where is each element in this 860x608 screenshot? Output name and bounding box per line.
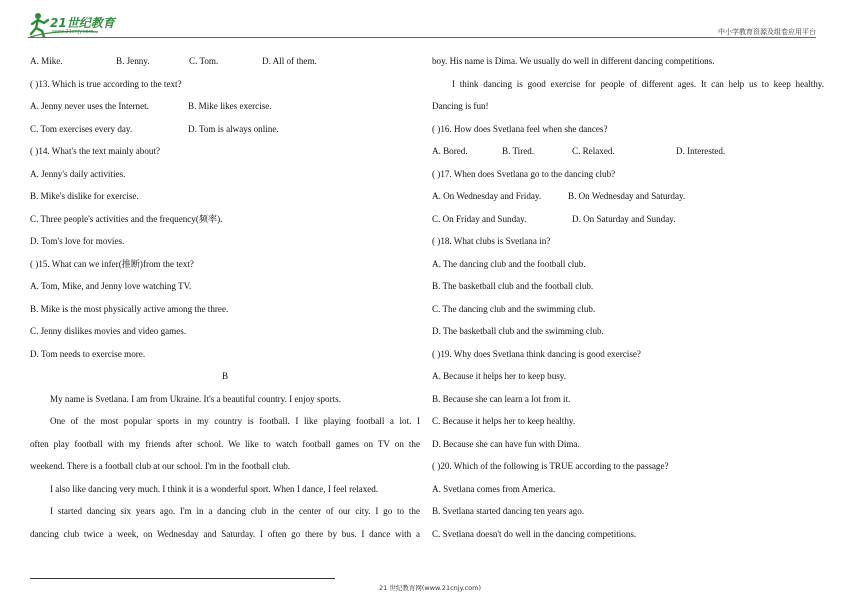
page-header [0, 0, 860, 44]
q15-option-a: A. Tom, Mike, and Jenny love watching TV. [30, 281, 192, 291]
q12-option-c: C. Tom. [189, 56, 219, 66]
q19-question: ( )19. Why does Svetlana think dancing is good exercise? [432, 348, 641, 359]
passage-paragraph-4-line-3: boy. His name is Dima. We usually do well in different dancing competitions. [432, 56, 715, 66]
q17-question: ( )17. When does Svetlana go to the dancing club? [432, 168, 616, 179]
q13-options-cd [30, 118, 420, 141]
q17-options-cd [432, 208, 824, 231]
q20-option-c: C. Svetlana doesn't do well in the dancing competitions. [432, 528, 637, 539]
q13-option-a: A. Jenny never uses the Internet. [30, 101, 149, 111]
logo-text: 21世纪教育 [50, 16, 115, 30]
passage-paragraph-5-line-2: Dancing is fun! [432, 101, 489, 111]
q16-option-d: D. Interested. [676, 146, 726, 156]
q20-option-a: A. Svetlana comes from America. [432, 483, 556, 494]
q16-question: ( )16. How does Svetlana feel when she dances? [432, 123, 608, 134]
q17-option-d: D. On Saturday and Sunday. [572, 213, 676, 224]
q19-option-a: A. Because it helps her to keep busy. [432, 371, 567, 381]
q12-option-b: B. Jenny. [116, 56, 150, 66]
q20-question: ( )20. Which of the following is TRUE according to the passage? [432, 461, 669, 471]
q18-option-c: C. The dancing club and the swimming club. [432, 303, 596, 314]
q13-question: ( )13. Which is true according to the text? [30, 78, 182, 89]
q14-question: ( )14. What's the text mainly about? [30, 146, 161, 156]
q14-option-b: B. Mike's dislike for exercise. [30, 191, 139, 201]
passage-paragraph-4-line-1: I started dancing six years ago. I'm in a dancing club in the center of our city. I go to the [50, 506, 420, 516]
left-column [30, 50, 420, 545]
q15-option-b: B. Mike is the most physically active among the three. [30, 303, 229, 314]
q19-option-b: B. Because she can learn a lot from it. [432, 393, 571, 404]
q16-option-c: C. Relaxed. [572, 146, 615, 156]
q18-question: ( )18. What clubs is Svetlana in? [432, 236, 551, 246]
q18-option-a: A. The dancing club and the football club. [432, 258, 586, 269]
q18-option-b: B. The basketball club and the football club. [432, 281, 594, 291]
q19-option-d: D. Because she can have fun with Dima. [432, 438, 580, 449]
footer-text: 21 世纪教育网(www.21cnjy.com) [379, 584, 481, 592]
q12-options [30, 50, 420, 73]
q13-options-ab [30, 95, 420, 118]
passage-paragraph-2-line-2: often play football with my friends after school. We like to watch football games on TV on the [30, 438, 420, 449]
section-heading-b: B [221, 371, 229, 381]
passage-paragraph-2-line-3: weekend. There is a football club at our school. I'm in the football club. [30, 461, 291, 471]
q12-option-a: A. Mike. [30, 56, 63, 66]
q15-question: ( )15. What can we infer(推断)from the text? [30, 258, 194, 269]
q14-option-d: D. Tom's love for movies. [30, 236, 125, 246]
q19-option-c: C. Because it helps her to keep healthy. [432, 416, 576, 426]
passage-paragraph-5-line-1: I think dancing is good exercise for people of different ages. It can help us to keep healthy. [452, 78, 824, 89]
q17-option-c: C. On Friday and Sunday. [432, 213, 527, 224]
q12-option-d: D. All of them. [262, 56, 317, 66]
q13-option-b: B. Mike likes exercise. [188, 101, 272, 111]
q14-option-c: C. Three people's activities and the frequency(频率). [30, 213, 223, 224]
site-logo [28, 10, 148, 40]
q13-option-d: D. Tom is always online. [188, 123, 279, 134]
q14-option-a: A. Jenny's daily activities. [30, 168, 126, 179]
q15-option-d: D. Tom needs to exercise more. [30, 348, 146, 359]
q20-option-b: B. Svetlana started dancing ten years ago. [432, 506, 585, 516]
q17-option-a: A. On Wednesday and Friday. [432, 191, 542, 201]
passage-paragraph-4-line-2: dancing club twice a week, on Wednesday and Saturday. I often go there by bus. I dance with a [30, 528, 420, 539]
passage-paragraph-1: My name is Svetlana. I am from Ukraine. It's a beautiful country. I enjoy sports. [50, 393, 341, 404]
passage-paragraph-2-line-1: One of the most popular sports in my country is football. I like playing football a lot. I [50, 416, 420, 426]
q16-options [432, 140, 824, 163]
platform-title: 中小学教育资源及组卷应用平台 [718, 28, 816, 36]
header-divider [28, 37, 816, 38]
q17-options-ab [432, 185, 824, 208]
q17-option-b: B. On Wednesday and Saturday. [568, 191, 686, 201]
logo-url: www.21cnjy.com [52, 29, 94, 35]
footer-divider [30, 578, 335, 579]
q16-option-a: A. Bored. [432, 146, 468, 156]
q16-option-b: B. Tired. [502, 146, 535, 156]
right-column [432, 50, 824, 545]
q15-option-c: C. Jenny dislikes movies and video games. [30, 326, 187, 336]
q13-option-c: C. Tom exercises every day. [30, 123, 133, 134]
passage-paragraph-3: I also like dancing very much. I think it is a wonderful sport. When I dance, I feel relaxed. [50, 483, 379, 494]
q18-option-d: D. The basketball club and the swimming club. [432, 326, 604, 336]
